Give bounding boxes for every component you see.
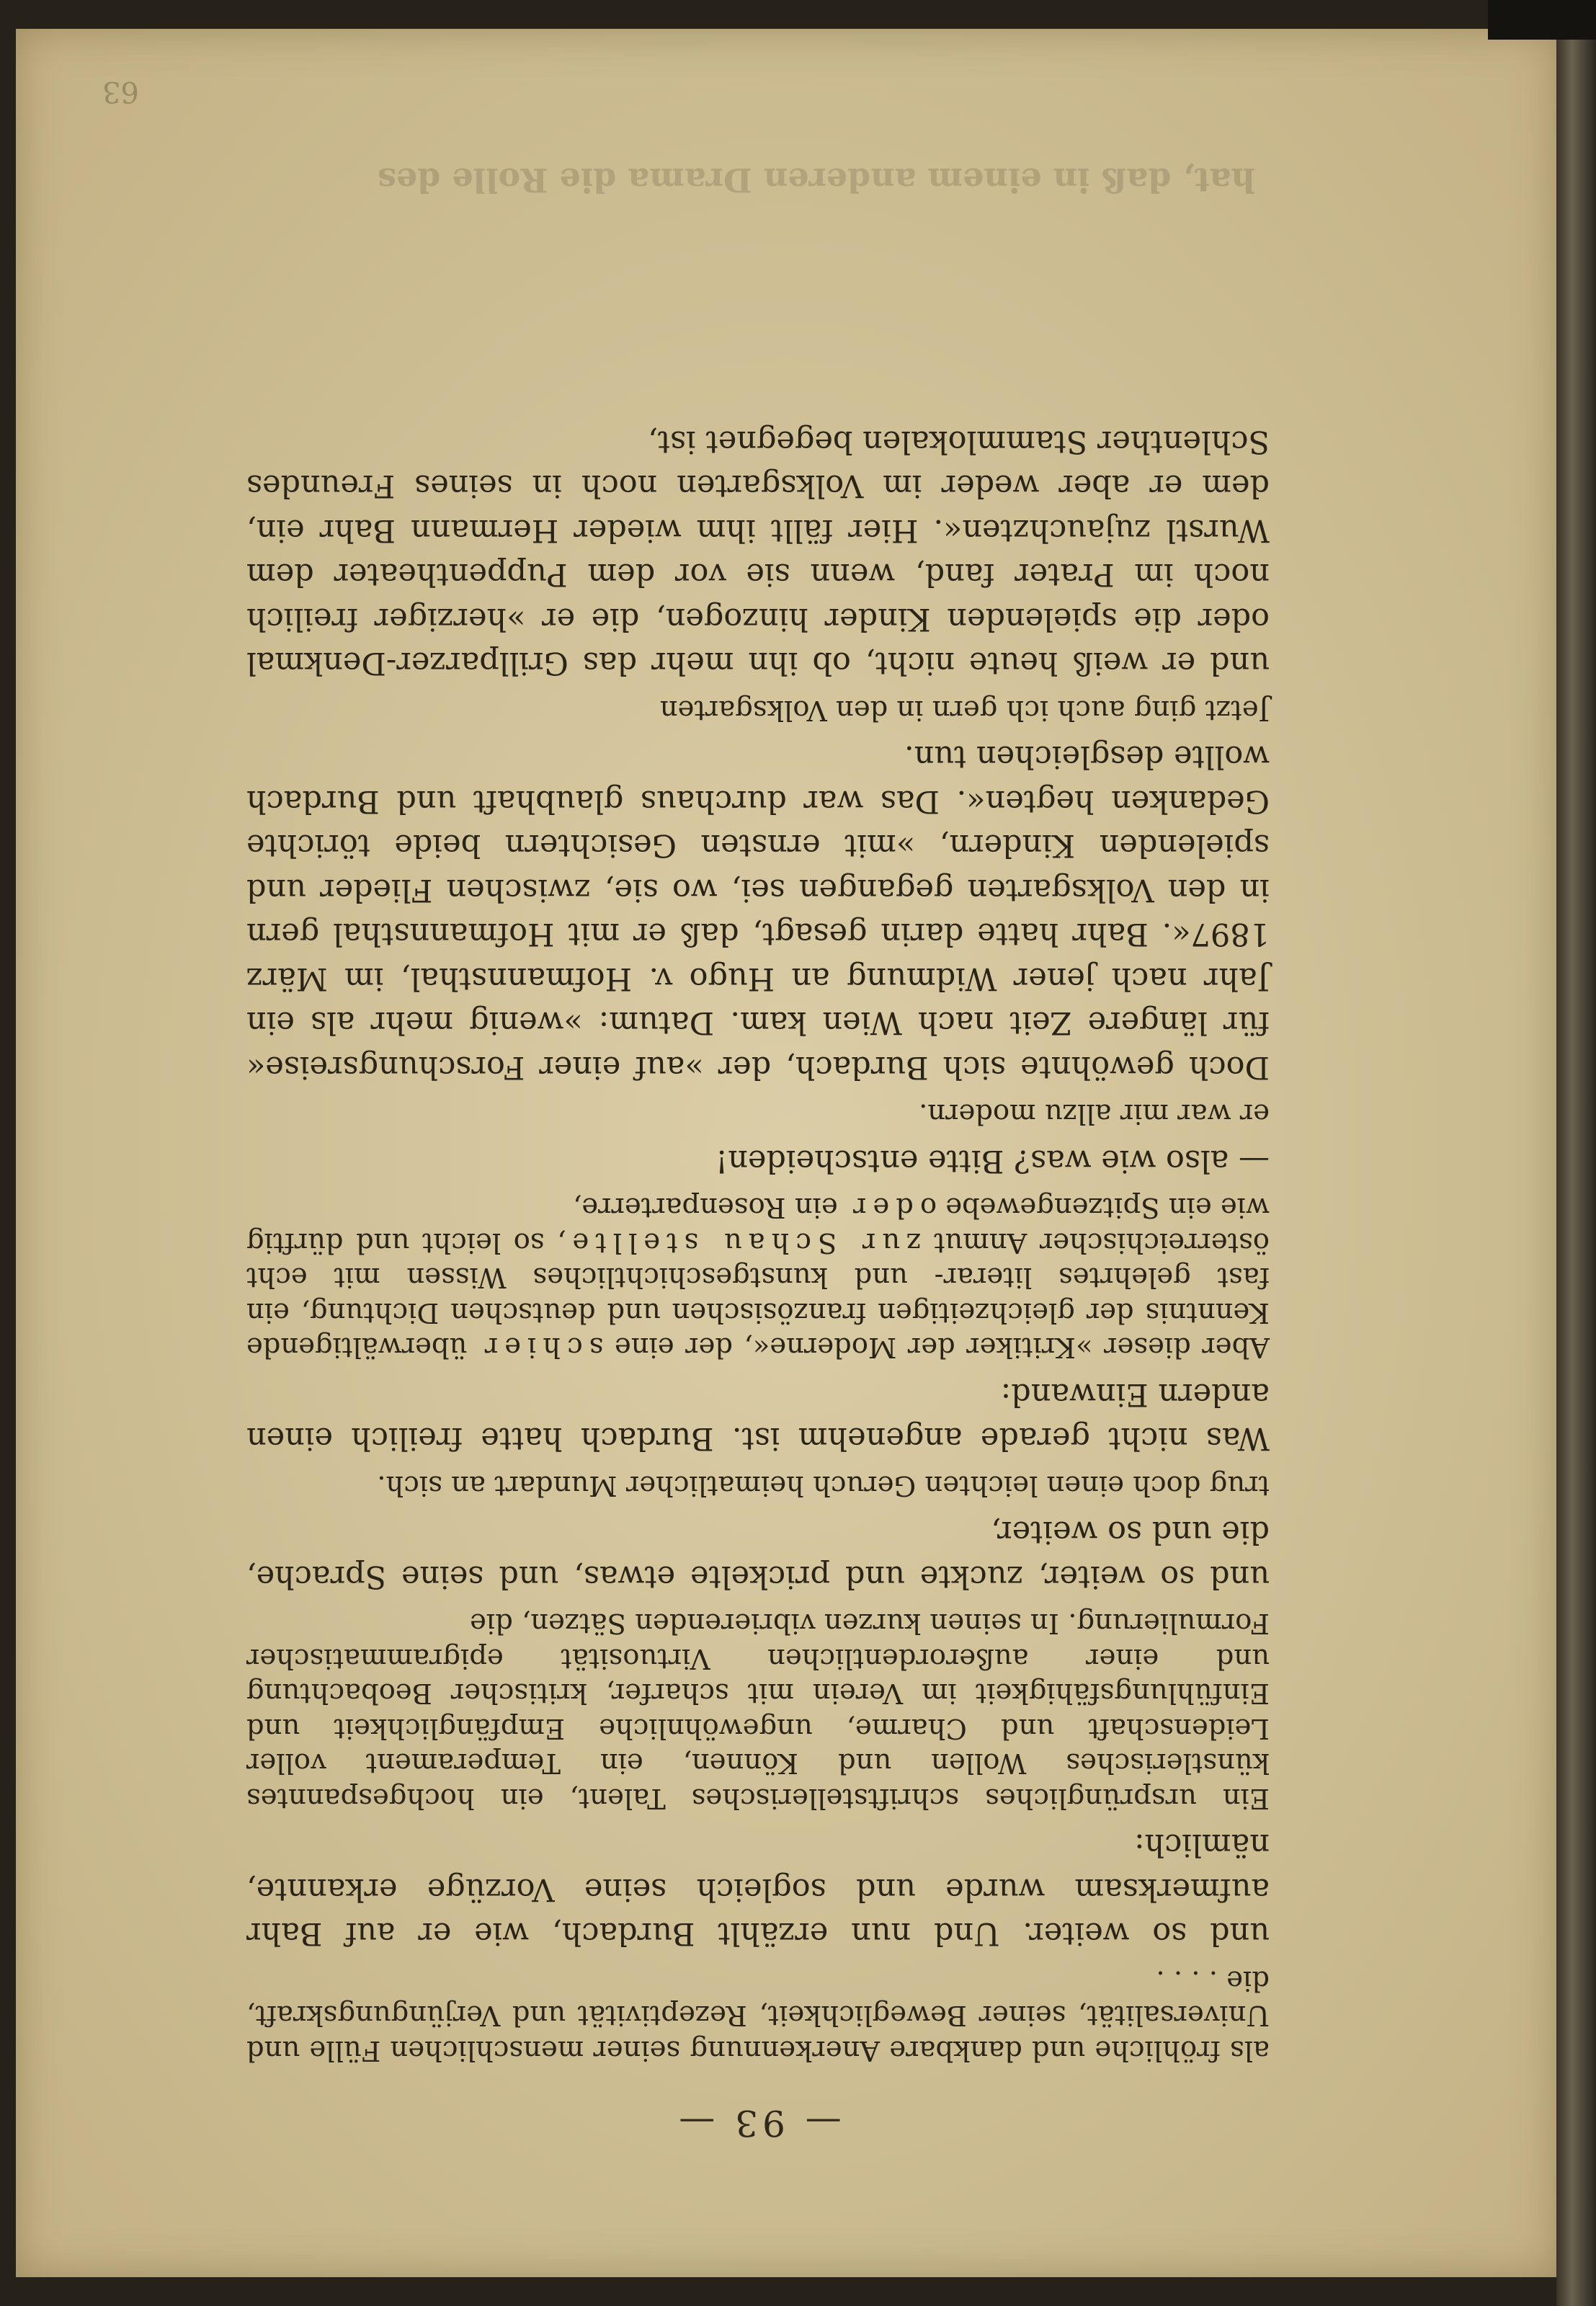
corner-page-number: 63 — [102, 75, 139, 108]
quote-text: ein Rosenparterre, — [573, 1191, 847, 1224]
quote-text: , so leicht und dürftig wie ein Spitzengewebe — [246, 1191, 1270, 1259]
quote-paragraph: Ein ursprüngliches schriftstellerisches Talent, ein hochgespanntes künstlerisches Wollen und Können, ein Temperament voller Leidenschaft und Charme, ungewöhnliche Empfänglichkeit und Einfühlungsfähigkeit im Verein mit scharfer, kritischer Beobachtung und einer außerordentlichen Virtuosität epigrammatischer Formulierung. In seinen kurzen vibrierenden Sätzen, die — [246, 1607, 1270, 1815]
text-block — [246, 412, 1270, 2145]
corner-tab — [1488, 0, 1596, 40]
page-number: — 93 — — [674, 2102, 842, 2144]
quote-text: Aber dieser »Kritiker der Moderne«, der eine — [603, 1331, 1270, 1364]
spaced-emphasis: schier — [478, 1331, 604, 1364]
body-paragraph: Was nicht gerade angenehm ist. Burdach hatte freilich einen andern Einwand: — [246, 1376, 1270, 1457]
quote-text: überwältigende Kenntnis der gleichzeitigen französischen und deutschen Dichtung, ein fast gelehrtes literar- und kunstgeschichtliches Wissen mit echt österreichischer Anmut — [246, 1227, 1270, 1364]
quote-paragraph — [246, 1190, 1270, 1365]
page-content-rotated — [16, 29, 1558, 2277]
body-paragraph: und er weiß heute nicht, ob ihn mehr das Grillparzer-Denkmal oder die spielenden Kinder hinzogen, die er »herziger freilich noch im Prater fand, wenn sie vor dem Puppentheater dem Wurstl zujauchzten«. Hier fällt ihm wieder Hermann Bahr ein, dem er aber weder im Volksgarten noch in seines Freundes Schlenther Stammlokalen begegnet ist, — [246, 424, 1270, 682]
quote-paragraph: trug doch einen leichten Geruch heimatlicher Mundart an sich. — [377, 1469, 1270, 1502]
spaced-emphasis: zur Schau stellte — [566, 1227, 922, 1259]
body-paragraph: und so weiter. Und nun erzählt Burdach, wie er auf Bahr aufmerksam wurde und sogleich seine Vorzüge erkannte, nämlich: — [246, 1827, 1270, 1952]
body-paragraph: — also wie was? Bitte entscheiden! — [715, 1143, 1270, 1179]
quote-paragraph: Jetzt ging auch ich gern in den Volksgarten — [659, 694, 1270, 726]
book-page — [16, 29, 1558, 2277]
body-paragraph: und so weiter, zuckte und prickelte etwas, und seine Sprache, die und so weiter, — [246, 1514, 1270, 1595]
quote-paragraph: er war mir allzu modern. — [919, 1098, 1270, 1131]
quote-paragraph: als fröhliche und dankbare Anerkennung seiner menschlichen Fülle und Universalität, seiner Beweglichkeit, Rezeptivität und Verjüngungskraft, die . . . . — [246, 1964, 1270, 2067]
bleed-through-text: hat, daß in einem anderen Drama die Rolle des — [378, 161, 1255, 200]
body-paragraph: Doch gewöhnte sich Burdach, der »auf einer Forschungsreise« für längere Zeit nach Wien kam. Datum: »wenig mehr als ein Jahr nach jener Widmung an Hugo v. Hofmannsthal, im März 1897«. Bahr hatte darin gesagt, daß er mit Hofmannsthal gern in den Volksgarten gegangen sei, wo sie, zwischen Flieder und spielenden Kindern, »mit ernsten Gesichtern beide törichte Gedanken hegten«. Das war durchaus glaubhaft und Burdach wollte desgleichen tun. — [246, 739, 1270, 1085]
book-spine — [1556, 0, 1596, 2306]
spaced-emphasis: oder — [847, 1191, 937, 1224]
